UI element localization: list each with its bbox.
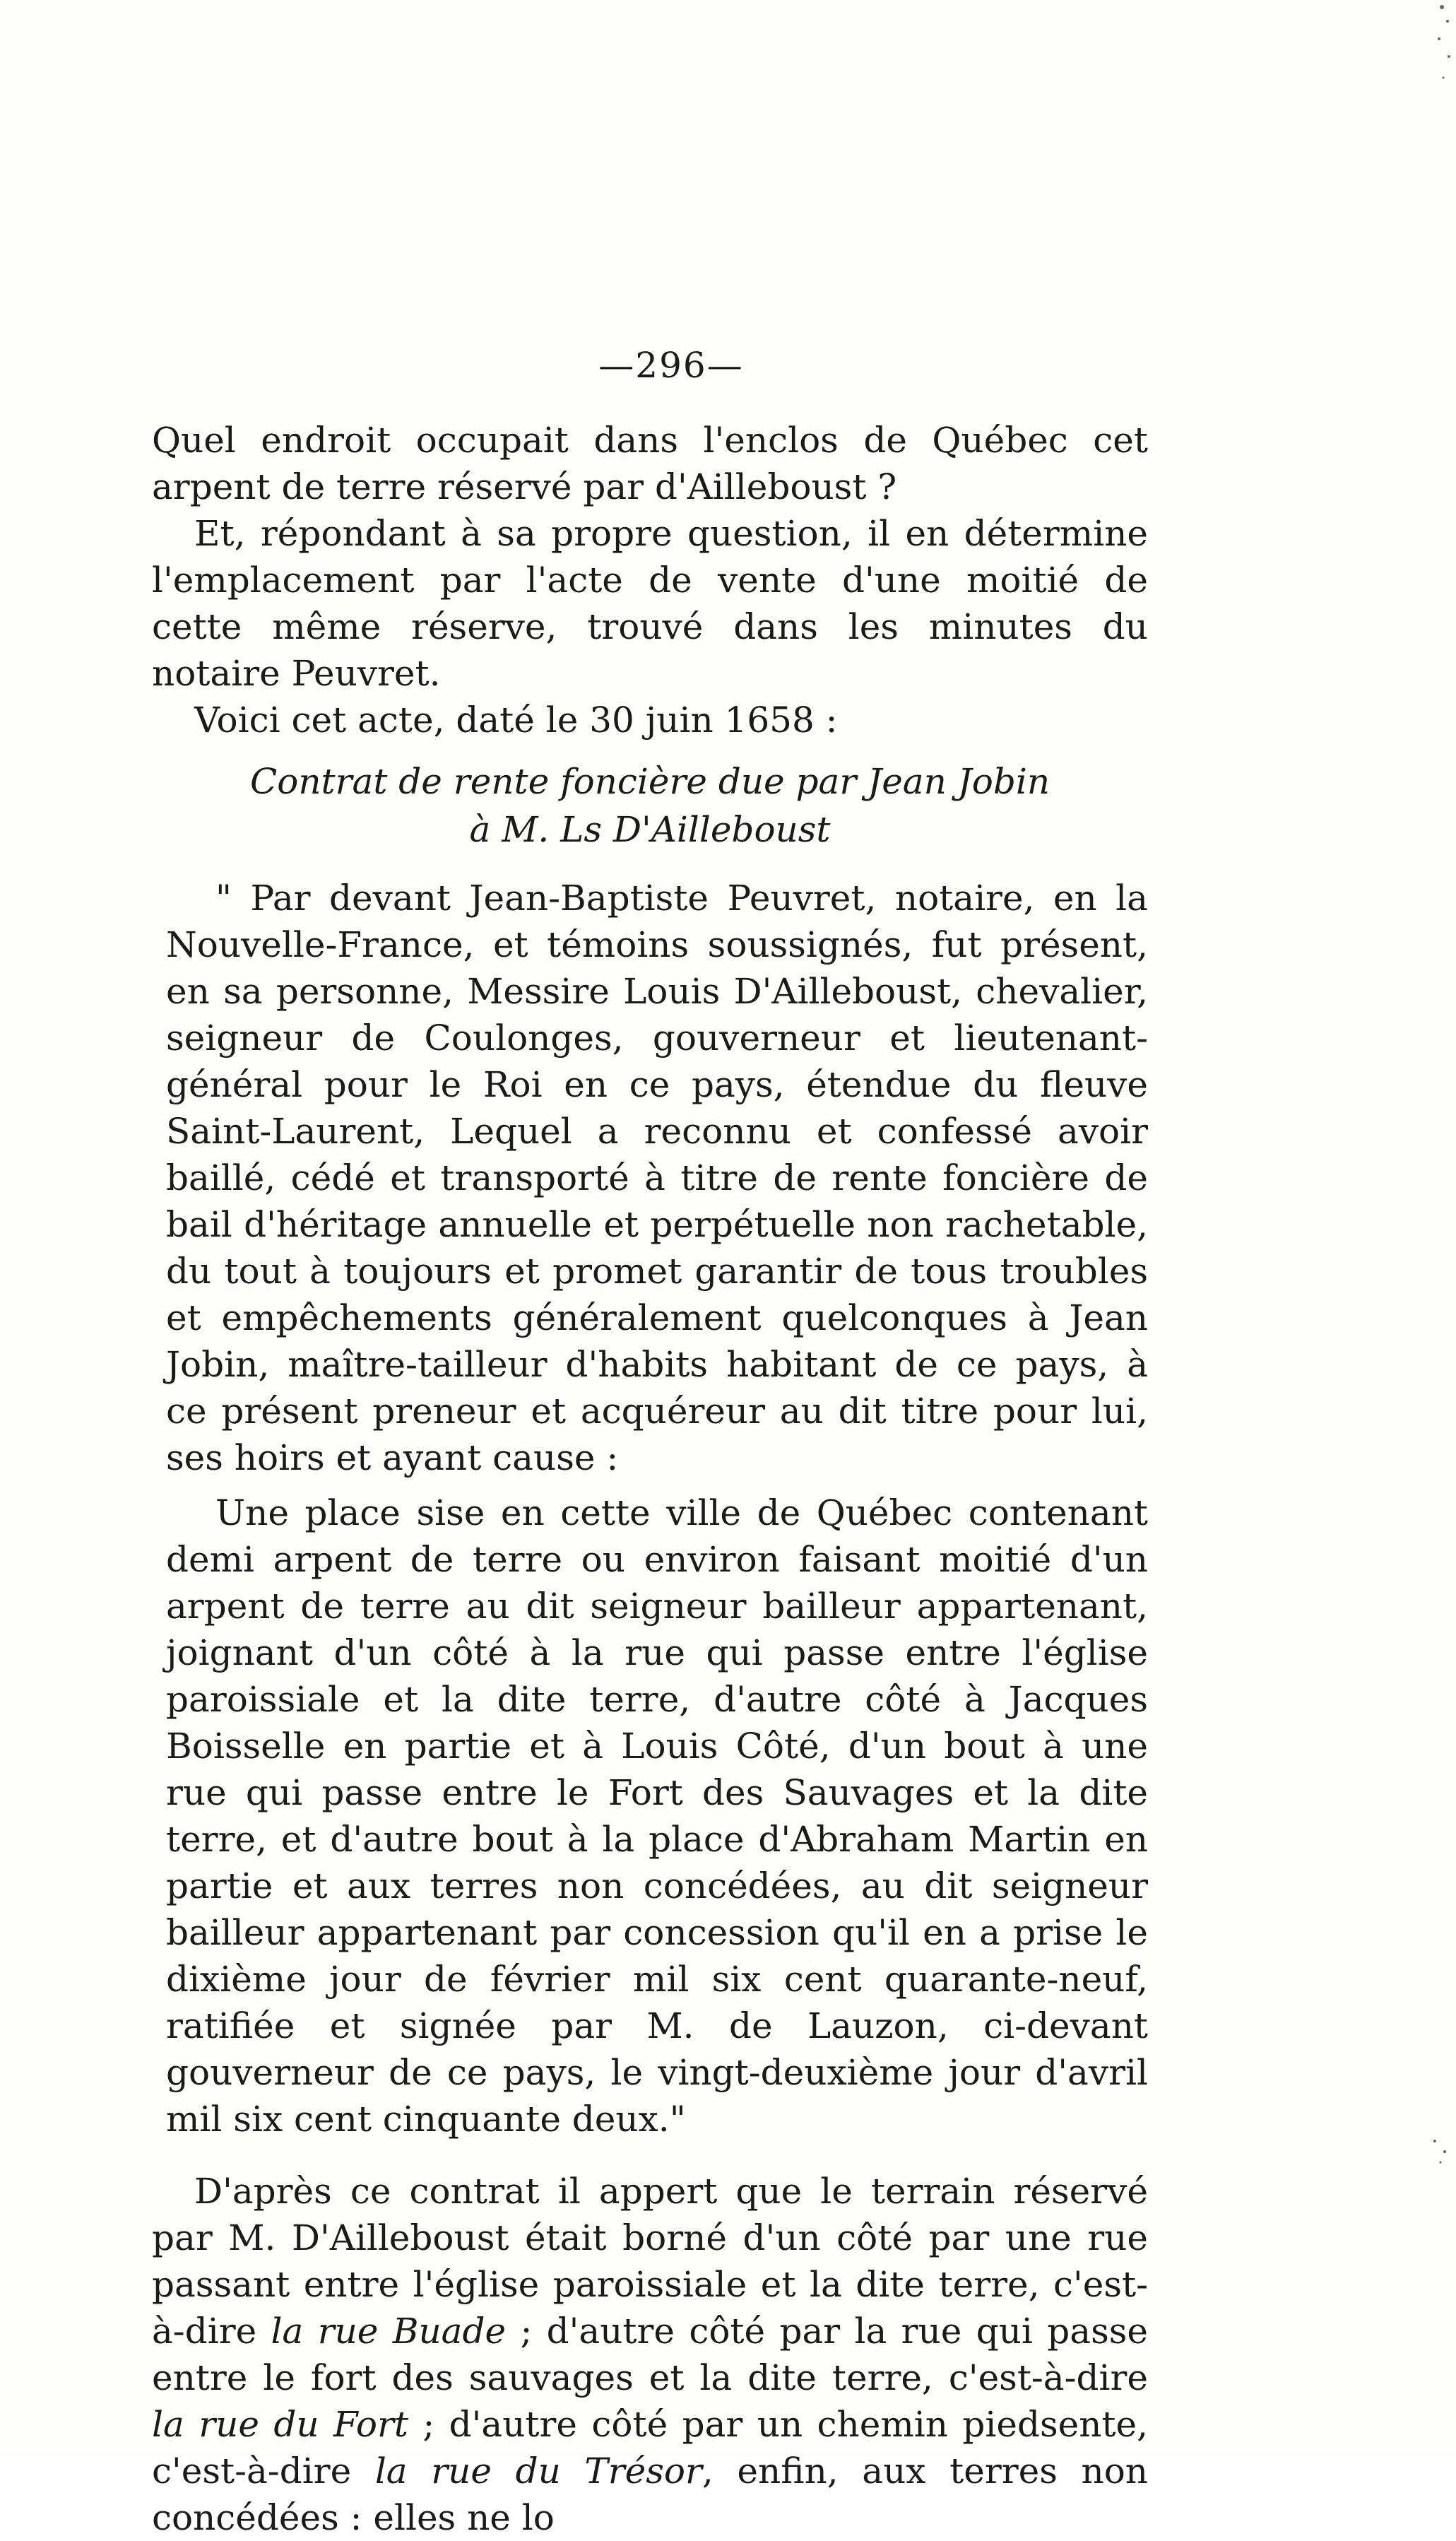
- conclusion-text-1: D'après ce contrat il appert que le terrain réservé par M. D'Ailleboust était borné d'un côté par une rue passant entre l'église paroissiale et la dite terre, c'est-à-dire: [152, 2171, 1148, 2352]
- conclusion-text-2: ; d'autre côté par la rue qui passe entre le fort des sauvages et la dite terre, c'est-à-dire: [152, 2311, 1148, 2398]
- conclusion-text-4: , enfin, aux terres non concédées : elles ne lo: [152, 2451, 1148, 2538]
- street-name-fort: la rue du Fort: [152, 2404, 408, 2445]
- page-number: —296—: [598, 345, 744, 386]
- paragraph-question: Quel endroit occupait dans l'enclos de Québec cet arpent de terre réservé par d'Ailleboust ?: [152, 420, 1148, 507]
- spacer: [152, 2142, 1148, 2168]
- paragraph-conclusion: [152, 2168, 1148, 2541]
- contract-heading: [152, 757, 1148, 854]
- paragraph-act-intro: Voici cet acte, daté le 30 juin 1658 :: [194, 700, 838, 741]
- paragraph-answer: Et, répondant à sa propre question, il en détermine l'emplacement par l'acte de vente d'une moitié de cette même réserve, trouvé dans les minutes du notaire Peuvret.: [152, 513, 1148, 694]
- contract-quote-part-1: " Par devant Jean-Baptiste Peuvret, notaire, en la Nouvelle-France, et témoins soussignés, fut présent, en sa personne, Messire Louis D'Ailleboust, chevalier, seigneur de Coulonges, gouverneur et lieutenant-général pour le Roi en ce pays, étendue du fleuve Saint-Laurent, Lequel a reconnu et confessé avoir baillé, cédé et transporté à titre de rente foncière de bail d'héritage annuelle et perpétuelle non rachetable, du tout à toujours et promet garantir de tous troubles et empêchements généralement quelconques à Jean Jobin, maître-tailleur d'habits habitant de ce pays, à ce présent preneur et acquéreur au dit titre pour lui, ses hoirs et ayant cause :: [166, 878, 1148, 1478]
- contract-quote-part-2: Une place sise en cette ville de Québec contenant demi arpent de terre ou environ faisant moitié d'un arpent de terre au dit seigneur bailleur appartenant, joignant d'un côté à la rue qui passe entre l'église paroissiale et la dite terre, d'autre côté à Jacques Boisselle en partie et à Louis Côté, d'un bout à une rue qui passe entre le Fort des Sauvages et la dite terre, et d'autre bout à la place d'Abraham Martin en partie et aux terres non concédées, au dit seigneur bailleur appartenant par concession qu'il en a prise le dixième jour de février mil six cent quarante-neuf, ratifiée et signée par M. de Lauzon, ci-devant gouverneur de ce pays, le vingt-deuxième jour d'avril mil six cent cinquante deux.": [166, 1492, 1148, 2140]
- contract-heading-line-2: à M. Ls D'Ailleboust: [469, 809, 831, 850]
- conclusion-text-3: ; d'autre côté par un chemin piedsente, c'est-à-dire: [152, 2404, 1148, 2492]
- street-name-buade: la rue Buade: [271, 2311, 507, 2352]
- page-body: [152, 417, 1148, 2541]
- page-edge-speckle: [1414, 0, 1456, 2457]
- street-name-tresor: la rue du Trésor: [374, 2451, 702, 2492]
- contract-heading-line-1: Contrat de rente foncière due par Jean Jobin: [249, 761, 1050, 802]
